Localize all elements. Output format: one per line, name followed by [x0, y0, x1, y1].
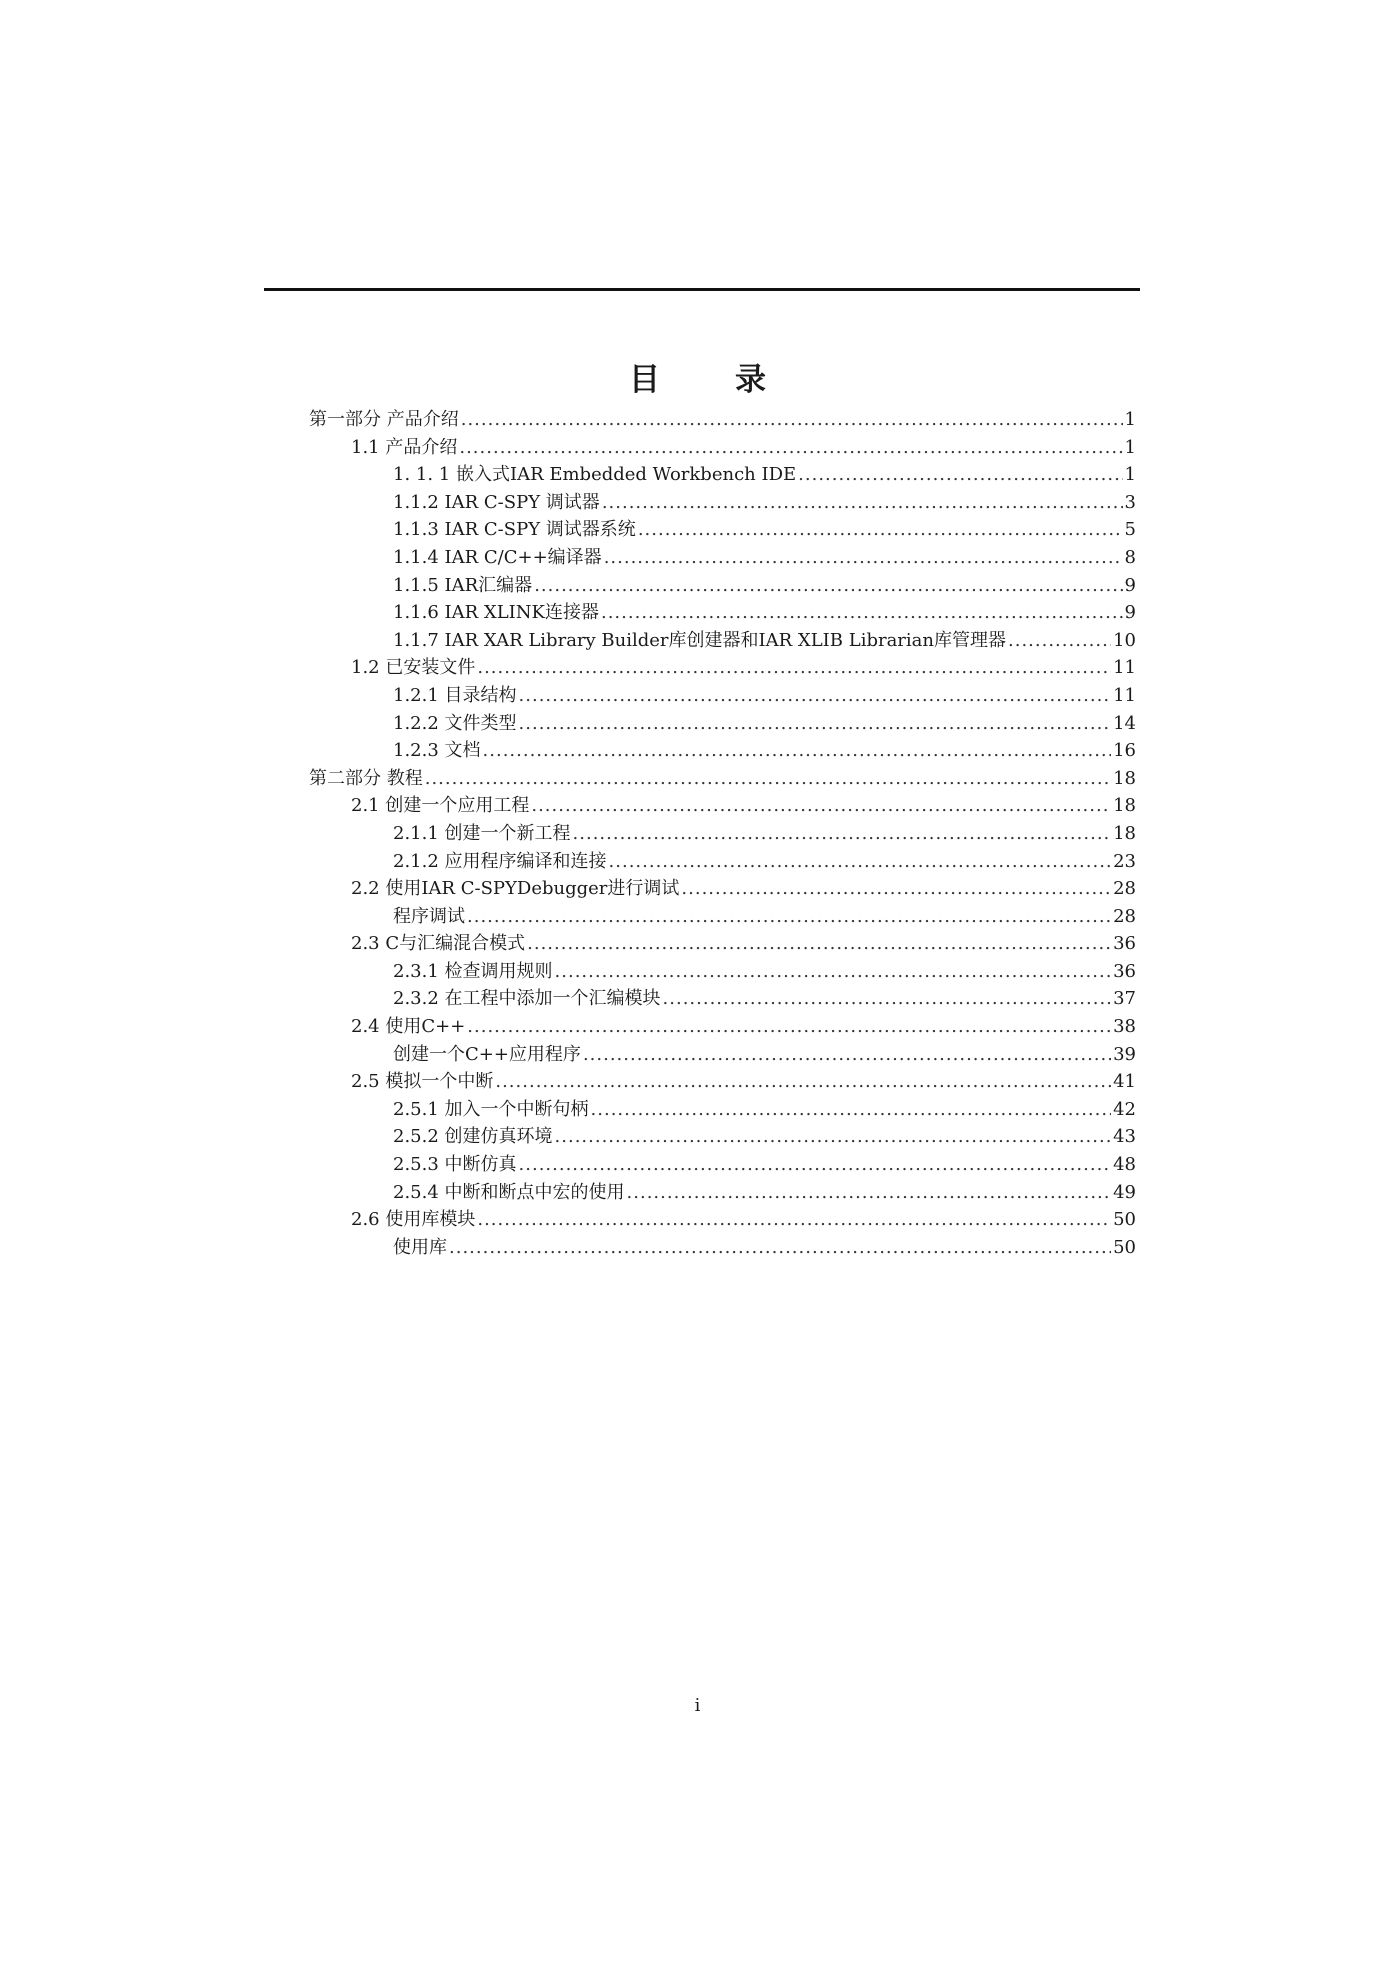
toc-entry-label: 1.1.5 IAR汇编器 [393, 574, 533, 596]
toc-entry-label: 2.6 使用库模块 [351, 1209, 476, 1231]
toc-entry-label: 创建一个C++应用程序 [393, 1043, 581, 1065]
toc-entry-page: 1 [1124, 409, 1136, 430]
toc-entry[interactable] [309, 489, 1136, 517]
toc-entry[interactable] [309, 792, 1136, 820]
toc-entry[interactable] [309, 544, 1136, 572]
toc-entry[interactable] [309, 1068, 1136, 1096]
toc-entry-page: 36 [1113, 933, 1136, 955]
toc-entry-page: 50 [1113, 1209, 1136, 1231]
toc-entry[interactable] [309, 737, 1136, 765]
toc-entry-label: 2.2 使用IAR C-SPYDebugger进行调试 [351, 878, 680, 900]
toc-title: 目 录 [629, 362, 788, 398]
toc-entry-label: 2.4 使用C++ [351, 1016, 466, 1038]
toc-entry-page: 11 [1113, 684, 1136, 706]
toc-entry-label: 使用库 [393, 1236, 447, 1258]
toc-dot-leader [573, 820, 1112, 848]
toc-entry[interactable] [309, 1123, 1136, 1151]
toc-entry[interactable] [309, 765, 1136, 793]
toc-entry-label: 程序调试 [393, 905, 465, 927]
toc-entry-label: 2.1.1 创建一个新工程 [393, 822, 571, 844]
toc-dot-leader [449, 1234, 1111, 1262]
toc-entry[interactable] [309, 958, 1136, 986]
toc-entry-page: 9 [1124, 602, 1136, 624]
toc-dot-leader [495, 1068, 1111, 1096]
toc-entry-page: 11 [1113, 657, 1136, 679]
toc-dot-leader [483, 737, 1112, 765]
toc-entry[interactable] [309, 875, 1136, 903]
toc-dot-leader [555, 1123, 1112, 1151]
toc-entry-page: 38 [1113, 1016, 1136, 1038]
toc-dot-leader [461, 406, 1123, 434]
toc-entry-label: 2.3.1 检查调用规则 [393, 960, 553, 982]
toc-dot-leader [459, 434, 1122, 462]
toc-entry[interactable] [309, 1179, 1136, 1207]
toc-entry[interactable] [309, 985, 1136, 1013]
toc-entry-label: 2.3 C与汇编混合模式 [351, 933, 526, 955]
toc-entry[interactable] [309, 434, 1136, 462]
toc-dot-leader [609, 848, 1112, 876]
toc-dot-leader [591, 1096, 1112, 1124]
toc-entry-label: 2.5.3 中断仿真 [393, 1154, 517, 1176]
toc-dot-leader [798, 461, 1122, 489]
toc-dot-leader [663, 985, 1112, 1013]
toc-entry-page: 9 [1124, 574, 1136, 596]
toc-entry-page: 3 [1124, 491, 1136, 513]
toc-entry-label: 2.1 创建一个应用工程 [351, 795, 530, 817]
toc-entry-label: 1.1.7 IAR XAR Library Builder库创建器和IAR XLIB Librarian库管理器 [393, 629, 1006, 651]
toc-dot-leader [604, 544, 1123, 572]
toc-entry-page: 48 [1113, 1154, 1136, 1176]
toc-entry-label: 2.5 模拟一个中断 [351, 1071, 494, 1093]
toc-entry[interactable] [309, 627, 1136, 655]
toc-entry-page: 1 [1124, 464, 1136, 486]
toc-dot-leader [425, 765, 1111, 793]
toc-entry-label: 1.1 产品介绍 [351, 436, 458, 458]
toc-dot-leader [519, 710, 1112, 738]
toc-entry-label: 1.1.3 IAR C-SPY 调试器系统 [393, 519, 636, 541]
toc-entry[interactable] [309, 461, 1136, 489]
toc-entry-label: 2.5.1 加入一个中断句柄 [393, 1098, 589, 1120]
toc-entry[interactable] [309, 1013, 1136, 1041]
toc-entry-page: 18 [1113, 767, 1136, 789]
toc-entry[interactable] [309, 930, 1136, 958]
toc-entry[interactable] [309, 599, 1136, 627]
toc-entry[interactable] [309, 1041, 1136, 1069]
toc-entry-label: 2.5.4 中断和断点中宏的使用 [393, 1181, 625, 1203]
toc-entry-page: 1 [1124, 436, 1136, 458]
toc-entry-label: 1.2.1 目录结构 [393, 684, 517, 706]
toc-dot-leader [583, 1041, 1111, 1069]
toc-entry[interactable] [309, 1096, 1136, 1124]
toc-dot-leader [627, 1179, 1112, 1207]
toc-entry-label: 第一部分 产品介绍 [309, 409, 459, 430]
toc-entry[interactable] [309, 1206, 1136, 1234]
toc-dot-leader [519, 1151, 1112, 1179]
toc-entry[interactable] [309, 406, 1136, 434]
toc-entry-page: 42 [1113, 1098, 1136, 1120]
toc-entry-label: 1.2.3 文档 [393, 740, 481, 762]
toc-entry-page: 41 [1113, 1071, 1136, 1093]
toc-dot-leader [638, 516, 1123, 544]
toc-entry-page: 18 [1113, 822, 1136, 844]
toc-entry-label: 1.2.2 文件类型 [393, 712, 517, 734]
toc-dot-leader [477, 1206, 1111, 1234]
toc-dot-leader [534, 572, 1122, 600]
toc-entry-page: 5 [1124, 519, 1136, 541]
toc-entry-page: 36 [1113, 960, 1136, 982]
toc-entry[interactable] [309, 1234, 1136, 1262]
toc-dot-leader [602, 489, 1123, 517]
toc-entry-page: 10 [1113, 629, 1136, 651]
toc-entry[interactable] [309, 903, 1136, 931]
toc-entry[interactable] [309, 1151, 1136, 1179]
toc-entry-page: 28 [1113, 878, 1136, 900]
toc-entry[interactable] [309, 710, 1136, 738]
header-rule [264, 288, 1140, 291]
toc-entry-label: 1.2 已安装文件 [351, 657, 476, 679]
toc-entry-label: 1.1.2 IAR C-SPY 调试器 [393, 491, 600, 513]
toc-entry[interactable] [309, 516, 1136, 544]
toc-entry-label: 2.1.2 应用程序编译和连接 [393, 850, 607, 872]
toc-dot-leader [555, 958, 1112, 986]
toc-entry[interactable] [309, 572, 1136, 600]
toc-entry-page: 39 [1113, 1043, 1136, 1065]
toc-dot-leader [467, 903, 1111, 931]
toc-entry-page: 18 [1113, 795, 1136, 817]
toc-entry-page: 43 [1113, 1126, 1136, 1148]
toc-entry-page: 50 [1113, 1236, 1136, 1258]
toc-entry-page: 23 [1113, 850, 1136, 872]
page-number: i [694, 1695, 701, 1716]
toc-dot-leader [681, 875, 1111, 903]
toc-entry-label: 2.5.2 创建仿真环境 [393, 1126, 553, 1148]
toc-entry-page: 37 [1113, 988, 1136, 1010]
toc-dot-leader [467, 1013, 1111, 1041]
toc-entry-label: 1. 1. 1 嵌入式IAR Embedded Workbench IDE [393, 464, 797, 486]
toc-entry-page: 8 [1124, 546, 1136, 568]
toc-dot-leader [527, 930, 1111, 958]
toc-dot-leader [601, 599, 1123, 627]
toc-dot-leader [519, 682, 1112, 710]
toc-entry[interactable] [309, 682, 1136, 710]
toc-entry[interactable] [309, 654, 1136, 682]
toc-dot-leader [531, 792, 1111, 820]
toc-entry[interactable] [309, 848, 1136, 876]
toc-dot-leader [1008, 627, 1111, 655]
toc-dot-leader [477, 654, 1111, 682]
toc-entry-page: 14 [1113, 712, 1136, 734]
toc-entry-page: 16 [1113, 740, 1136, 762]
toc-entry-label: 2.3.2 在工程中添加一个汇编模块 [393, 988, 661, 1010]
toc-entry[interactable] [309, 820, 1136, 848]
toc-entry-label: 第二部分 教程 [309, 767, 423, 789]
toc-entry-page: 28 [1113, 905, 1136, 927]
table-of-contents [309, 406, 1136, 1261]
toc-entry-label: 1.1.4 IAR C/C++编译器 [393, 546, 602, 568]
toc-entry-label: 1.1.6 IAR XLINK连接器 [393, 602, 599, 624]
toc-entry-page: 49 [1113, 1181, 1136, 1203]
